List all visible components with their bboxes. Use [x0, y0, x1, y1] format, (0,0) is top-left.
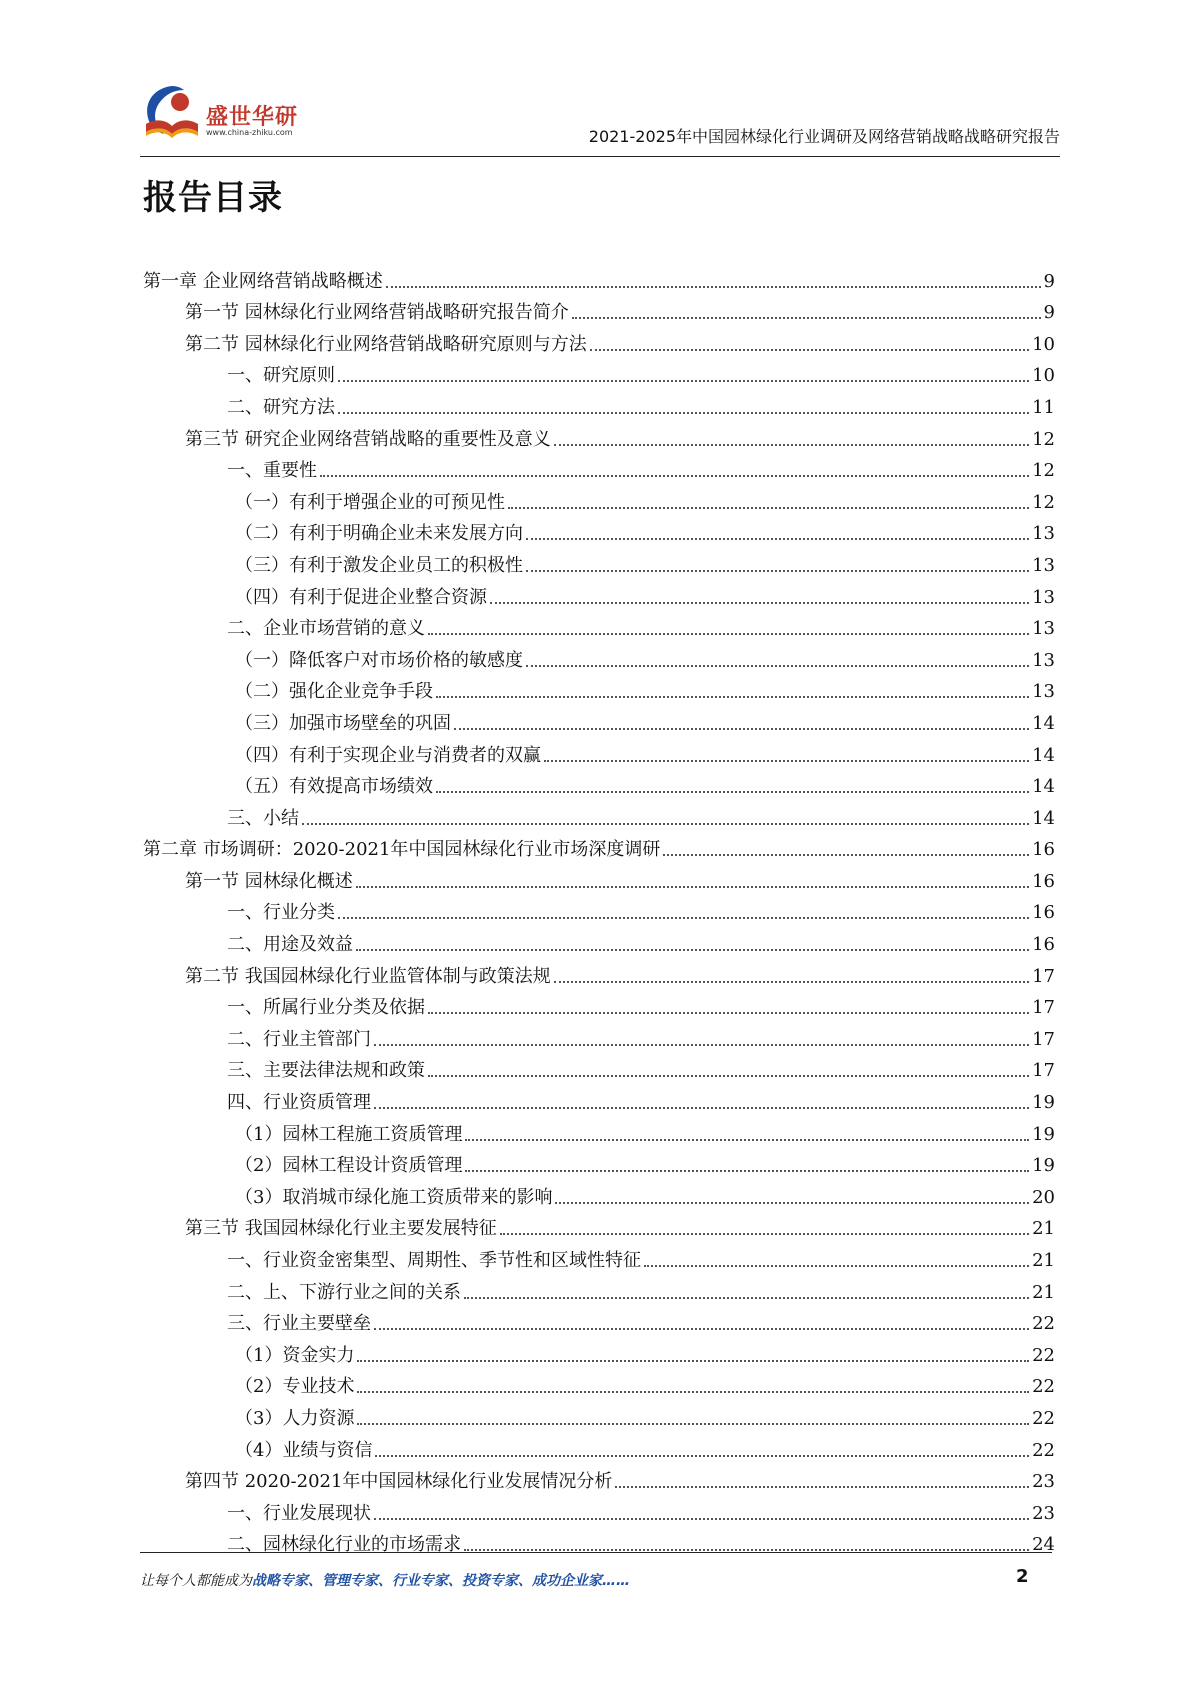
toc-entry-title: 一、研究原则: [227, 365, 335, 387]
toc-leader-dots: [508, 507, 1029, 509]
toc-leader-dots: [374, 1044, 1029, 1046]
toc-entry-title: 第三节 研究企业网络营销战略的重要性及意义: [185, 428, 551, 450]
toc-entry[interactable]: [143, 736, 1055, 768]
toc-entry[interactable]: [143, 1020, 1055, 1052]
toc-entry-title: 第一节 园林绿化行业网络营销战略研究报告简介: [185, 302, 569, 324]
toc-entry-title: （三）加强市场壁垒的巩固: [235, 712, 451, 734]
toc-entry-page: 19: [1032, 1092, 1055, 1114]
toc-entry[interactable]: [143, 1431, 1055, 1463]
toc-entry[interactable]: [143, 1241, 1055, 1273]
toc-entry-title: （2）专业技术: [235, 1376, 355, 1398]
toc-entry[interactable]: [143, 294, 1055, 326]
report-title: 2021-2025年中国园林绿化行业调研及网络营销战略战略研究报告: [588, 127, 1060, 146]
toc-entry[interactable]: [143, 768, 1055, 800]
toc-leader-dots: [374, 1328, 1029, 1330]
toc-leader-dots: [338, 380, 1029, 382]
toc-leader-dots: [356, 949, 1029, 951]
toc-entry-page: 13: [1032, 554, 1055, 576]
company-logo: [140, 80, 310, 150]
toc-entry[interactable]: [143, 641, 1055, 673]
toc-entry-page: 19: [1032, 1155, 1055, 1177]
toc-entry[interactable]: [143, 1273, 1055, 1305]
toc-entry[interactable]: [143, 1083, 1055, 1115]
toc-entry-page: 13: [1032, 649, 1055, 671]
toc-entry-title: （3）取消城市绿化施工资质带来的影响: [235, 1186, 553, 1208]
toc-leader-dots: [544, 760, 1029, 762]
toc-leader-dots: [302, 823, 1029, 825]
toc-entry-page: 22: [1032, 1376, 1055, 1398]
toc-entry[interactable]: [143, 515, 1055, 547]
toc-entry[interactable]: [143, 862, 1055, 894]
toc-leader-dots: [500, 1233, 1029, 1235]
toc-entry[interactable]: [143, 1494, 1055, 1526]
toc-entry-title: （1）资金实力: [235, 1344, 355, 1366]
toc-entry-title: （3）人力资源: [235, 1407, 355, 1429]
toc-entry[interactable]: [143, 1210, 1055, 1242]
toc-entry-title: （二）有利于明确企业未来发展方向: [235, 523, 523, 545]
toc-entry-page: 14: [1032, 744, 1055, 766]
toc-entry-title: 一、所属行业分类及依据: [227, 997, 425, 1019]
toc-entry[interactable]: [143, 610, 1055, 642]
toc-entry[interactable]: [143, 1115, 1055, 1147]
toc-entry-title: 四、行业资质管理: [227, 1092, 371, 1114]
toc-leader-dots: [526, 570, 1029, 572]
toc-entry-title: 一、行业发展现状: [227, 1502, 371, 1524]
toc-entry-page: 13: [1032, 681, 1055, 703]
toc-entry[interactable]: [143, 1305, 1055, 1337]
toc-leader-dots: [428, 1012, 1029, 1014]
toc-leader-dots: [338, 412, 1029, 414]
toc-entry[interactable]: [143, 1052, 1055, 1084]
toc-entry-page: 12: [1032, 491, 1055, 513]
toc-entry[interactable]: [143, 799, 1055, 831]
toc-leader-dots: [357, 1360, 1029, 1362]
toc-entry-page: 24: [1032, 1534, 1055, 1556]
toc-entry-title: 二、企业市场营销的意义: [227, 618, 425, 640]
toc-entry-title: （1）园林工程施工资质管理: [235, 1123, 463, 1145]
toc-leader-dots: [375, 1455, 1029, 1457]
toc-entry[interactable]: [143, 262, 1055, 294]
toc-entry[interactable]: [143, 831, 1055, 863]
logo-url: www.china-zhiku.com: [206, 128, 293, 137]
toc-leader-dots: [465, 1170, 1029, 1172]
footer-slogan-emphasis: 战略专家、管理专家、行业专家、投资专家、成功企业家……: [252, 1573, 630, 1589]
toc-entry-title: 二、用途及效益: [227, 934, 353, 956]
toc-entry[interactable]: [143, 388, 1055, 420]
toc-entry-title: （2）园林工程设计资质管理: [235, 1155, 463, 1177]
toc-entry[interactable]: [143, 1147, 1055, 1179]
toc-leader-dots: [454, 728, 1029, 730]
toc-entry-page: 10: [1032, 333, 1055, 355]
toc-entry[interactable]: [143, 1178, 1055, 1210]
toc-entry-title: 二、上、下游行业之间的关系: [227, 1281, 461, 1303]
toc-entry-title: 一、重要性: [227, 460, 317, 482]
toc-entry[interactable]: [143, 957, 1055, 989]
toc-entry-title: 第二节 我国园林绿化行业监管体制与政策法规: [185, 965, 551, 987]
toc-entry-title: （二）强化企业竞争手段: [235, 681, 433, 703]
toc-entry-title: 第二节 园林绿化行业网络营销战略研究原则与方法: [185, 333, 587, 355]
toc-entry-page: 16: [1032, 870, 1055, 892]
toc-entry-page: 23: [1032, 1502, 1055, 1524]
toc-entry[interactable]: [143, 925, 1055, 957]
toc-entry-page: 13: [1032, 618, 1055, 640]
toc-entry-title: 二、园林绿化行业的市场需求: [227, 1534, 461, 1556]
toc-leader-dots: [615, 1486, 1029, 1488]
toc-entry[interactable]: [143, 704, 1055, 736]
footer-slogan-prefix: 让每个人都能成为: [140, 1573, 252, 1589]
shengshi-huayan-logo-icon: [140, 80, 204, 146]
toc-leader-dots: [490, 602, 1029, 604]
toc-entry[interactable]: [143, 1368, 1055, 1400]
toc-leader-dots: [357, 1423, 1029, 1425]
toc-entry[interactable]: [143, 483, 1055, 515]
toc-leader-dots: [436, 791, 1029, 793]
toc-entry[interactable]: [143, 420, 1055, 452]
toc-entry[interactable]: [143, 546, 1055, 578]
toc-leader-dots: [526, 538, 1029, 540]
toc-entry-page: 22: [1032, 1407, 1055, 1429]
footer-slogan: [140, 1570, 630, 1590]
toc-entry[interactable]: [143, 894, 1055, 926]
toc-entry-page: 21: [1032, 1250, 1055, 1271]
logo-name: 盛世华研: [206, 105, 299, 130]
toc-entry-title: （一）有利于增强企业的可预见性: [235, 491, 505, 513]
header-divider: [140, 156, 1060, 157]
toc-entry-page: 13: [1032, 523, 1055, 545]
toc-entry[interactable]: [143, 578, 1055, 610]
toc-leader-dots: [338, 917, 1029, 919]
toc-entry-title: 三、小结: [227, 807, 299, 829]
toc-leader-dots: [436, 696, 1029, 698]
toc-leader-dots: [356, 886, 1029, 888]
toc-entry-page: 9: [1043, 302, 1055, 324]
toc-entry-title: 第一章 企业网络营销战略概述: [143, 270, 383, 292]
page-title: 报告目录: [143, 178, 283, 218]
toc-leader-dots: [526, 665, 1029, 667]
toc-entry-title: 第四节 2020-2021年中国园林绿化行业发展情况分析: [185, 1471, 613, 1493]
toc-entry[interactable]: [143, 1463, 1055, 1495]
table-of-contents: [143, 262, 1055, 1557]
toc-entry-page: 21: [1032, 1218, 1055, 1240]
toc-entry-title: 一、行业分类: [227, 902, 335, 924]
toc-leader-dots: [386, 286, 1041, 288]
toc-entry-page: 12: [1032, 428, 1055, 450]
toc-leader-dots: [428, 633, 1029, 635]
toc-entry-page: 10: [1032, 365, 1055, 387]
toc-entry-title: 第一节 园林绿化概述: [185, 870, 353, 892]
toc-entry-page: 22: [1032, 1439, 1055, 1461]
toc-entry[interactable]: [143, 1399, 1055, 1431]
toc-entry-title: （4）业绩与资信: [235, 1439, 373, 1461]
toc-entry-title: 二、研究方法: [227, 396, 335, 418]
toc-entry-page: 13: [1032, 586, 1055, 608]
toc-entry-page: 17: [1032, 1028, 1055, 1050]
toc-entry-page: 23: [1032, 1471, 1055, 1493]
toc-leader-dots: [554, 444, 1029, 446]
toc-entry-title: （四）有利于促进企业整合资源: [235, 586, 487, 608]
toc-entry-page: 12: [1032, 460, 1055, 482]
footer-divider: [140, 1552, 1052, 1553]
toc-entry-title: 第二章 市场调研：2020-2021年中国园林绿化行业市场深度调研: [143, 839, 661, 861]
toc-leader-dots: [428, 1075, 1029, 1077]
toc-leader-dots: [465, 1139, 1029, 1141]
toc-leader-dots: [663, 854, 1029, 856]
toc-entry-page: 19: [1032, 1123, 1055, 1145]
toc-entry-page: 22: [1032, 1344, 1055, 1366]
toc-entry[interactable]: [143, 1336, 1055, 1368]
toc-entry-title: （一）降低客户对市场价格的敏感度: [235, 649, 523, 671]
toc-entry-page: 9: [1043, 270, 1055, 292]
toc-entry-page: 20: [1032, 1186, 1055, 1208]
toc-entry-page: 14: [1032, 776, 1055, 798]
toc-entry-page: 21: [1032, 1281, 1055, 1303]
toc-entry[interactable]: [143, 357, 1055, 389]
toc-leader-dots: [555, 1202, 1029, 1204]
toc-entry[interactable]: [143, 325, 1055, 357]
toc-entry-page: 14: [1032, 807, 1055, 829]
toc-entry[interactable]: [143, 452, 1055, 484]
toc-leader-dots: [464, 1297, 1029, 1299]
toc-leader-dots: [374, 1107, 1029, 1109]
toc-leader-dots: [644, 1265, 1029, 1267]
toc-leader-dots: [590, 349, 1029, 351]
toc-entry-page: 22: [1032, 1313, 1055, 1335]
toc-entry-page: 16: [1032, 902, 1055, 924]
toc-entry-page: 14: [1032, 712, 1055, 734]
toc-entry-title: 一、行业资金密集型、周期性、季节性和区域性特征: [227, 1250, 641, 1271]
toc-entry-title: （四）有利于实现企业与消费者的双赢: [235, 744, 541, 766]
toc-entry-title: 三、行业主要壁垒: [227, 1313, 371, 1335]
toc-leader-dots: [554, 981, 1029, 983]
page-number: 2: [1016, 1566, 1029, 1587]
toc-leader-dots: [320, 475, 1029, 477]
page-header: [140, 80, 1060, 158]
toc-entry[interactable]: [143, 673, 1055, 705]
toc-entry-page: 17: [1032, 997, 1055, 1019]
toc-entry[interactable]: [143, 989, 1055, 1021]
toc-entry-page: 17: [1032, 965, 1055, 987]
toc-leader-dots: [374, 1518, 1029, 1520]
toc-entry-page: 16: [1032, 934, 1055, 956]
toc-entry-page: 11: [1032, 396, 1055, 418]
toc-entry-page: 17: [1032, 1060, 1055, 1082]
toc-entry-title: （三）有利于激发企业员工的积极性: [235, 554, 523, 576]
toc-entry-page: 16: [1032, 839, 1055, 861]
toc-leader-dots: [572, 317, 1041, 319]
toc-entry-title: （五）有效提高市场绩效: [235, 776, 433, 798]
toc-entry-title: 第三节 我国园林绿化行业主要发展特征: [185, 1218, 497, 1240]
toc-entry-title: 三、主要法律法规和政策: [227, 1060, 425, 1082]
toc-leader-dots: [357, 1391, 1029, 1393]
toc-entry-title: 二、行业主管部门: [227, 1028, 371, 1050]
